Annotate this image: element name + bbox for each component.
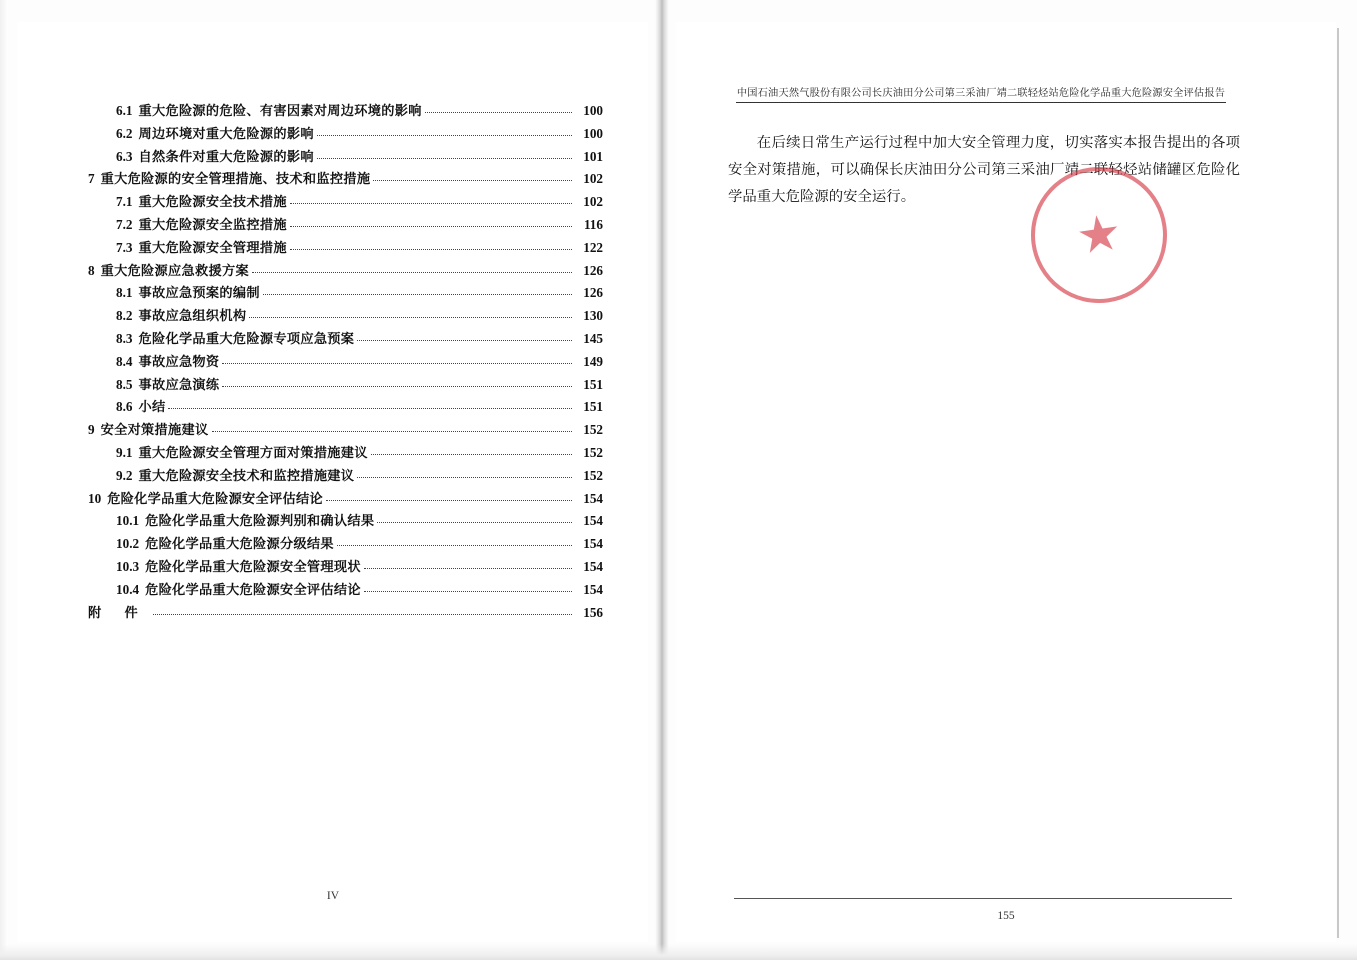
toc-leader-dots <box>371 453 572 455</box>
toc-number: 10 <box>88 490 102 506</box>
toc-page-number: 154 <box>583 536 603 552</box>
toc-title: 周边环境对重大危险源的影响 <box>138 125 314 141</box>
toc-number: 8.4 <box>116 353 133 369</box>
toc-title: 小结 <box>138 399 166 415</box>
toc-number: 10.3 <box>116 558 140 574</box>
toc-number: 7.2 <box>116 216 133 232</box>
toc-page-number: 154 <box>583 558 603 574</box>
toc-page-number: 100 <box>583 125 603 141</box>
toc-title: 重大危险源的安全管理措施、技术和监控措施 <box>100 171 371 187</box>
toc-leader-dots <box>263 293 572 295</box>
toc-entry[interactable] <box>88 218 603 231</box>
toc-leader-dots <box>337 544 572 546</box>
toc-leader-dots <box>425 111 572 113</box>
toc-title: 重大危险源安全技术和监控措施建议 <box>138 467 355 483</box>
toc-page-number: 154 <box>583 513 603 529</box>
page-folio-right: 155 <box>997 910 1015 922</box>
toc-entry[interactable] <box>88 423 603 436</box>
seal-bottom-text <box>1043 280 1170 298</box>
toc-number: 8.1 <box>116 285 133 301</box>
toc-entry[interactable] <box>88 583 603 596</box>
toc-entry[interactable] <box>88 560 603 573</box>
toc-title: 危险化学品重大危险源判别和确认结果 <box>145 513 375 529</box>
toc-page-number: 154 <box>583 490 603 506</box>
toc-leader-dots <box>317 134 572 136</box>
toc-page-number: 122 <box>583 239 603 255</box>
toc-title: 危险化学品重大危险源安全评估结论 <box>107 490 323 506</box>
toc-number: 6.1 <box>116 103 133 118</box>
toc-page-number: 116 <box>583 216 603 232</box>
toc-leader-dots <box>222 385 572 387</box>
toc-leader-dots <box>212 430 573 432</box>
toc-entry[interactable] <box>88 514 603 527</box>
toc-title: 事故应急预案的编制 <box>138 285 260 301</box>
toc-number: 10.2 <box>116 536 140 552</box>
left-page <box>18 22 648 942</box>
toc-title: 危险化学品重大危险源专项应急预案 <box>138 330 355 346</box>
toc-page-number: 102 <box>583 194 603 210</box>
right-page-edge <box>1337 28 1339 938</box>
toc-number: 6.3 <box>116 148 133 164</box>
toc-leader-dots <box>222 362 572 364</box>
page-folio-left: IV <box>326 890 340 902</box>
toc-entry[interactable] <box>88 400 603 413</box>
toc-title: 重大危险源安全管理方面对策措施建议 <box>138 444 368 460</box>
left-page-edge <box>0 0 8 960</box>
toc-page-number: 102 <box>583 171 603 187</box>
toc-entry[interactable] <box>88 150 603 163</box>
toc-number: 附 件 <box>88 604 148 620</box>
toc-leader-dots <box>252 271 572 273</box>
toc-number: 7.3 <box>116 239 133 255</box>
toc-page-number: 151 <box>583 399 603 415</box>
toc-title: 重大危险源安全监控措施 <box>138 216 287 232</box>
running-header <box>736 84 1226 103</box>
toc-entry[interactable] <box>88 264 603 277</box>
toc-page-number: 100 <box>583 103 603 118</box>
toc-entry[interactable] <box>88 241 603 254</box>
toc-number: 8.6 <box>116 399 133 415</box>
toc-leader-dots <box>357 476 572 478</box>
toc-page-number: 151 <box>583 376 603 392</box>
toc-leader-dots <box>168 407 572 409</box>
toc-entry[interactable] <box>88 537 603 550</box>
toc-number: 9.1 <box>116 444 133 460</box>
toc-entry[interactable] <box>88 446 603 459</box>
toc-entry[interactable] <box>88 378 603 391</box>
toc-leader-dots <box>364 567 572 569</box>
toc-number: 8 <box>88 262 95 278</box>
toc-title: 危险化学品重大危险源安全评估结论 <box>145 581 361 597</box>
page-bottom-shadow <box>0 944 1357 960</box>
toc-leader-dots <box>317 157 572 159</box>
toc-entry[interactable] <box>88 195 603 208</box>
toc-page-number: 156 <box>583 604 603 620</box>
toc-number: 7.1 <box>116 194 133 210</box>
toc-entry[interactable] <box>88 104 603 117</box>
running-header-text: 中国石油天然气股份有限公司长庆油田分公司第三采油厂靖二联轻烃站危险化学品重大危险源安全评估报告 <box>736 88 1226 99</box>
toc-entry[interactable] <box>88 309 603 322</box>
toc-leader-dots <box>357 339 572 341</box>
toc-title: 事故应急物资 <box>138 353 220 369</box>
toc-title: 安全对策措施建议 <box>100 422 209 438</box>
toc-leader-dots <box>364 590 572 592</box>
toc-page-number: 154 <box>583 581 603 597</box>
toc-title: 事故应急组织机构 <box>138 308 247 324</box>
toc-number: 6.2 <box>116 125 133 141</box>
toc-leader-dots <box>377 521 572 523</box>
toc-title: 危险化学品重大危险源安全管理现状 <box>145 558 361 574</box>
toc-page-number: 101 <box>583 148 603 164</box>
body-paragraph: 在后续日常生产运行过程中加大安全管理力度，切实落实本报告提出的各项安全对策措施，可以确保长庆油田分公司第三采油厂靖二联轻烃站储罐区危险化学品重大危险源的安全运行。 <box>728 135 1240 205</box>
toc-page-number: 149 <box>583 353 603 369</box>
book-gutter <box>655 0 669 960</box>
toc-entry[interactable] <box>88 469 603 482</box>
footer-rule <box>734 898 1232 899</box>
toc-leader-dots <box>290 225 572 227</box>
toc-number: 10.4 <box>116 581 140 597</box>
toc-leader-dots <box>373 179 572 181</box>
toc-title: 危险化学品重大危险源分级结果 <box>145 536 334 552</box>
toc-title: 重大危险源应急救援方案 <box>100 262 249 278</box>
toc-leader-dots <box>326 499 572 501</box>
toc-leader-dots <box>290 248 572 250</box>
toc-number: 8.3 <box>116 330 133 346</box>
toc-page-number: 145 <box>583 330 603 346</box>
toc-number: 7 <box>88 171 95 187</box>
toc-page-number: 152 <box>583 467 603 483</box>
toc-entry[interactable] <box>88 355 603 368</box>
toc-leader-dots <box>290 202 572 204</box>
table-of-contents <box>88 104 603 628</box>
header-rule <box>736 102 1226 103</box>
toc-number: 10.1 <box>116 513 140 529</box>
toc-page-number: 152 <box>583 444 603 460</box>
toc-page-number: 130 <box>583 308 603 324</box>
toc-entry[interactable] <box>88 492 603 505</box>
toc-title: 自然条件对重大危险源的影响 <box>138 148 314 164</box>
toc-number: 8.5 <box>116 376 133 392</box>
toc-title: 重大危险源安全技术措施 <box>138 194 287 210</box>
toc-entry[interactable] <box>88 332 603 345</box>
toc-title: 重大危险源的危险、有害因素对周边环境的影响 <box>138 103 422 118</box>
toc-entry[interactable] <box>88 127 603 140</box>
toc-number: 8.2 <box>116 308 133 324</box>
toc-title: 事故应急演练 <box>138 376 220 392</box>
toc-title: 重大危险源安全管理措施 <box>138 239 287 255</box>
toc-entry[interactable] <box>88 286 603 299</box>
toc-leader-dots <box>249 316 572 318</box>
toc-number: 9 <box>88 422 95 438</box>
toc-number: 9.2 <box>116 467 133 483</box>
toc-page-number: 126 <box>583 262 603 278</box>
toc-entry-appendix[interactable] <box>88 606 603 619</box>
right-page <box>676 22 1336 942</box>
toc-page-number: 152 <box>583 422 603 438</box>
toc-leader-dots <box>153 613 572 615</box>
toc-page-number: 126 <box>583 285 603 301</box>
toc-entry[interactable] <box>88 172 603 185</box>
